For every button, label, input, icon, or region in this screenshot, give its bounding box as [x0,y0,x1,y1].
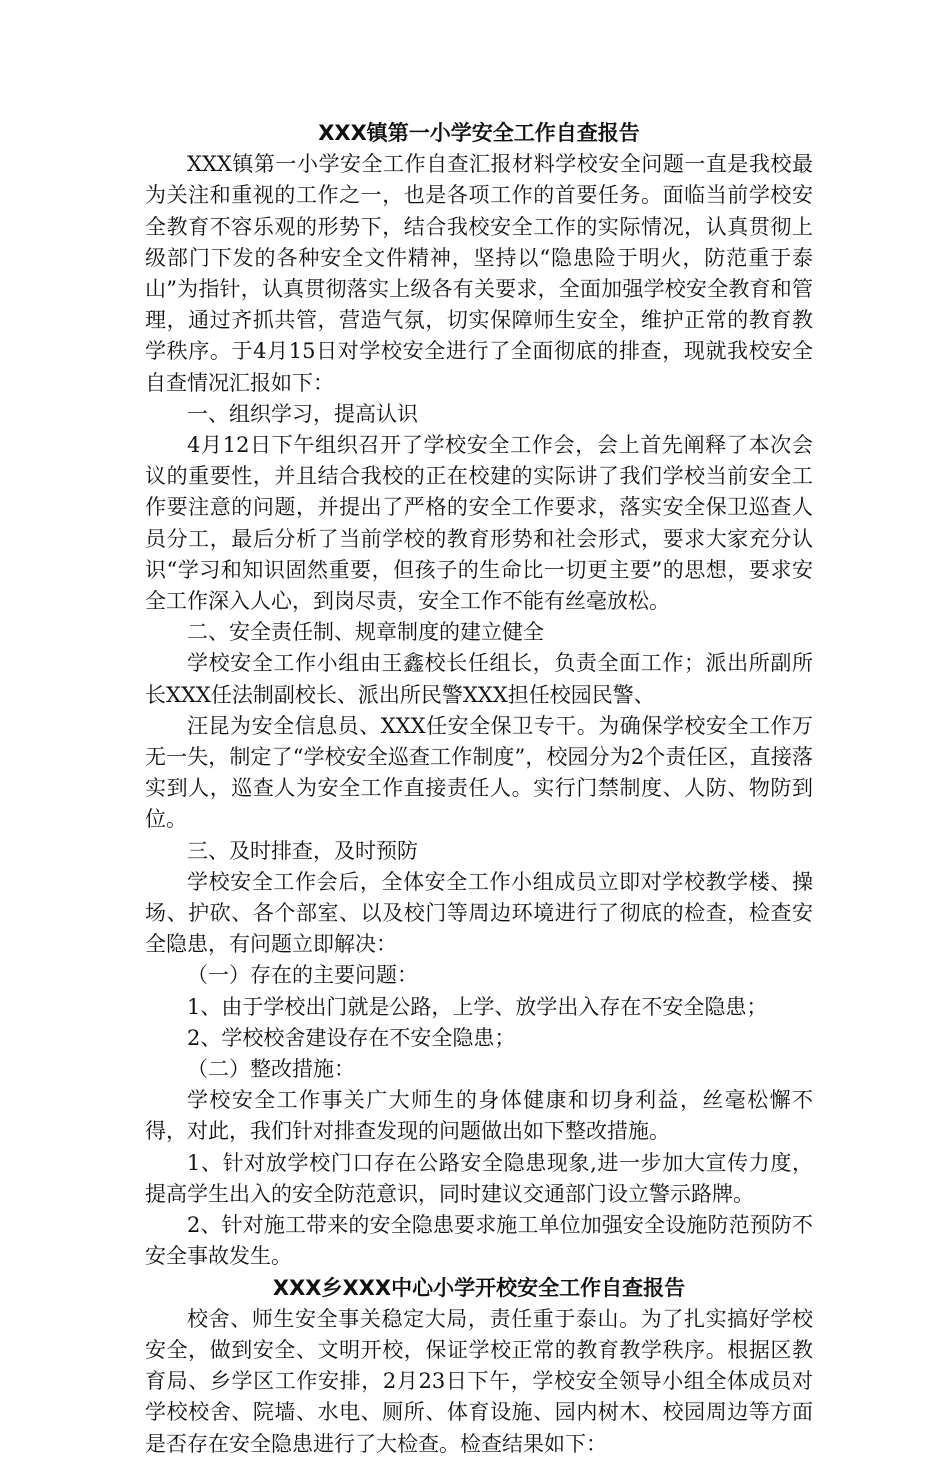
report1-paragraph: 学校安全工作会后，全体安全工作小组成员立即对学校教学楼、操场、护砍、各个部室、以及校门等周边环境进行了彻底的检查，检查安全隐患，有问题立即解决： [145,869,813,957]
report1-list-item: 2、针对施工带来的安全隐患要求施工单位加强安全设施防范预防不安全事故发生。 [145,1213,813,1269]
report1-list-item: 1、针对放学校门口存在公路安全隐患现象,进一步加大宣传力度，提高学生出入的安全防范意识，同时建议交通部门设立警示路牌。 [145,1150,813,1206]
report1-list-item: 1、由于学校出门就是公路，上学、放学出入存在不安全隐患； [187,994,768,1019]
report1-heading-3: 三、及时排查，及时预防 [187,838,418,863]
report1-paragraph: 汪昆为安全信息员、XXX任安全保卫专干。为确保学校安全工作万无一失，制定了“学校安全巡查工作制度”，校园分为2个责任区，直接落实到人，巡查人为安全工作直接责任人。实行门禁制度、人防、物防到位。 [145,713,813,832]
report1-subheading: （一）存在的主要问题： [187,963,418,988]
report2-paragraph: 校舍、师生安全事关稳定大局，责任重于泰山。为了扎实搞好学校安全，做到安全、文明开校，保证学校正常的教育教学秩序。根据区教育局、乡学区工作安排，2月23日下午，学校安全领导小组全体成员对学校校舍、院墙、水电、厕所、体育设施、园内树木、校园周边等方面是否存在安全隐患进行了大检查。检查结果如下： [145,1306,813,1456]
document [145,118,813,1460]
report1-list-item: 2、学校校舍建设存在不安全隐患； [187,1025,516,1050]
report1-paragraph: 学校安全工作事关广大师生的身体健康和切身利益，丝毫松懈不得，对此，我们针对排查发现的问题做出如下整改措施。 [145,1088,813,1144]
report1-paragraph: XXX镇第一小学安全工作自查汇报材料学校安全问题一直是我校最为关注和重视的工作之一，也是各项工作的首要任务。面临当前学校安全教育不容乐观的形势下，结合我校安全工作的实际情况，认真贯彻上级部门下发的各种安全文件精神，坚持以“隐患险于明火，防范重于泰山”为指针，认真贯彻落实上级各有关要求，全面加强学校安全教育和管理，通过齐抓共管，营造气氛，切实保障师生安全，维护正常的教育教学秩序。于4月15日对学校安全进行了全面彻底的排查，现就我校安全自查情况汇报如下： [145,152,813,395]
report1-paragraph: 4月12日下午组织召开了学校安全工作会，会上首先阐释了本次会议的重要性，并且结合我校的正在校建的实际讲了我们学校当前安全工作要注意的问题，并提出了严格的安全工作要求，落实安全保卫巡查人员分工，最后分析了当前学校的教育形势和社会形式，要求大家充分认识“学习和知识固然重要，但孩子的生命比一切更主要”的思想，要求安全工作深入人心，到岗尽责，安全工作不能有丝毫放松。 [145,433,813,614]
report1-subheading: （二）整改措施： [187,1057,355,1082]
report1-title: XXX镇第一小学安全工作自查报告 [318,121,640,145]
report1-heading-2: 二、安全责任制、规章制度的建立健全 [187,620,544,645]
report2-title: XXX乡XXX中心小学开校安全工作自查报告 [272,1275,686,1300]
report1-paragraph: 学校安全工作小组由王鑫校长任组长，负责全面工作；派出所副所长XXX任法制副校长、派出所民警XXX担任校园民警、 [145,651,813,707]
report1-heading-1: 一、组织学习，提高认识 [187,401,418,426]
